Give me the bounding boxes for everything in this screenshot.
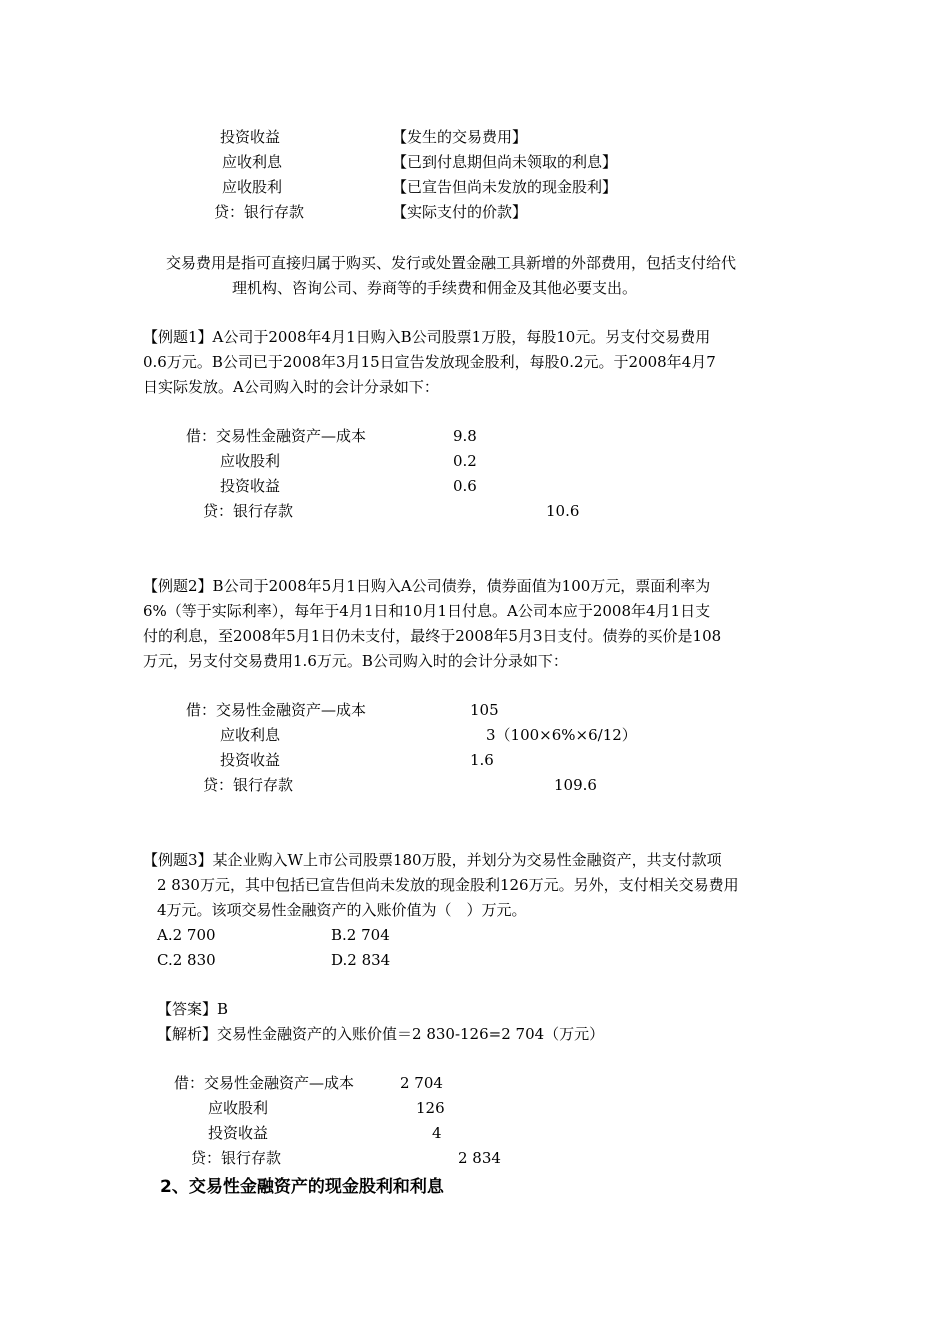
entry-amount: 9.8 — [453, 427, 477, 445]
entry-amount: 126 — [416, 1099, 445, 1117]
option-d: D.2 834 — [331, 951, 391, 969]
paragraph-line: 理机构、咨询公司、券商等的手续费和佣金及其他必要支出。 — [232, 279, 638, 297]
option-c: C.2 830 — [157, 951, 216, 969]
entry-account: 借：交易性金融资产—成本 — [186, 701, 367, 719]
entry-account: 贷：银行存款 — [214, 203, 305, 221]
example3-text: 4万元。该项交易性金融资产的入账价值为（ ）万元。 — [157, 901, 527, 919]
entry-amount: 0.6 — [453, 477, 477, 495]
entry-account: 借：交易性金融资产—成本 — [174, 1074, 355, 1092]
entry-account: 投资收益 — [220, 128, 281, 146]
entry-amount: 2 704 — [400, 1074, 443, 1092]
example2-text: 6%（等于实际利率），每年于4月1日和10月1日付息。A公司本应于2008年4月1日支 — [143, 602, 711, 620]
entry-amount: 1.6 — [470, 751, 494, 769]
example2-text: 万元，另支付交易费用1.6万元。B公司购入时的会计分录如下： — [143, 652, 568, 670]
entry-account: 投资收益 — [208, 1124, 269, 1142]
entry-account: 应收利息 — [222, 153, 283, 171]
entry-amount: 4 — [432, 1124, 442, 1142]
entry-note: 【已宣告但尚未发放的现金股利】 — [392, 178, 618, 196]
paragraph-line: 交易费用是指可直接归属于购买、发行或处置金融工具新增的外部费用，包括支付给代 — [166, 254, 737, 272]
entry-note: 【实际支付的价款】 — [392, 203, 528, 221]
entry-note: 【发生的交易费用】 — [392, 128, 528, 146]
entry-account: 贷：银行存款 — [203, 776, 294, 794]
entry-account: 投资收益 — [220, 751, 281, 769]
entry-account: 贷：银行存款 — [203, 502, 294, 520]
entry-account: 借：交易性金融资产—成本 — [186, 427, 367, 445]
option-a: A.2 700 — [157, 926, 216, 944]
entry-amount: 10.6 — [546, 502, 580, 520]
example1-text: 日实际发放。A公司购入时的会计分录如下： — [143, 378, 439, 396]
example3-text: 2 830万元，其中包括已宣告但尚未发放的现金股利126万元。另外，支付相关交易费用 — [157, 876, 739, 894]
analysis: 【解析】交易性金融资产的入账价值＝2 830-126=2 704（万元） — [157, 1025, 605, 1043]
example3-text: 【例题3】某企业购入W上市公司股票180万股，并划分为交易性金融资产，共支付款项 — [143, 851, 722, 869]
entry-note: 【已到付息期但尚未领取的利息】 — [392, 153, 618, 171]
entry-amount: 2 834 — [458, 1149, 501, 1167]
entry-account: 应收利息 — [220, 726, 281, 744]
answer: 【答案】B — [157, 1000, 229, 1018]
entry-amount: 0.2 — [453, 452, 477, 470]
entry-account: 应收股利 — [208, 1099, 269, 1117]
example2-text: 付的利息，至2008年5月1日仍未支付，最终于2008年5月3日支付。债券的买价是108 — [143, 627, 722, 645]
entry-amount: 3（100×6%×6/12） — [486, 726, 637, 744]
entry-amount: 105 — [470, 701, 499, 719]
entry-account: 应收股利 — [220, 452, 281, 470]
option-b: B.2 704 — [331, 926, 390, 944]
section-heading: 2、交易性金融资产的现金股利和利息 — [160, 1177, 444, 1197]
entry-account: 应收股利 — [222, 178, 283, 196]
entry-amount: 109.6 — [554, 776, 597, 794]
entry-account: 投资收益 — [220, 477, 281, 495]
entry-account: 贷：银行存款 — [191, 1149, 282, 1167]
example1-text: 0.6万元。B公司已于2008年3月15日宣告发放现金股利，每股0.2元。于2008年4月7 — [143, 353, 716, 371]
example2-text: 【例题2】B公司于2008年5月1日购入A公司债券，债券面值为100万元，票面利率为 — [143, 577, 711, 595]
example1-text: 【例题1】A公司于2008年4月1日购入B公司股票1万股，每股10元。另支付交易费用 — [143, 328, 711, 346]
